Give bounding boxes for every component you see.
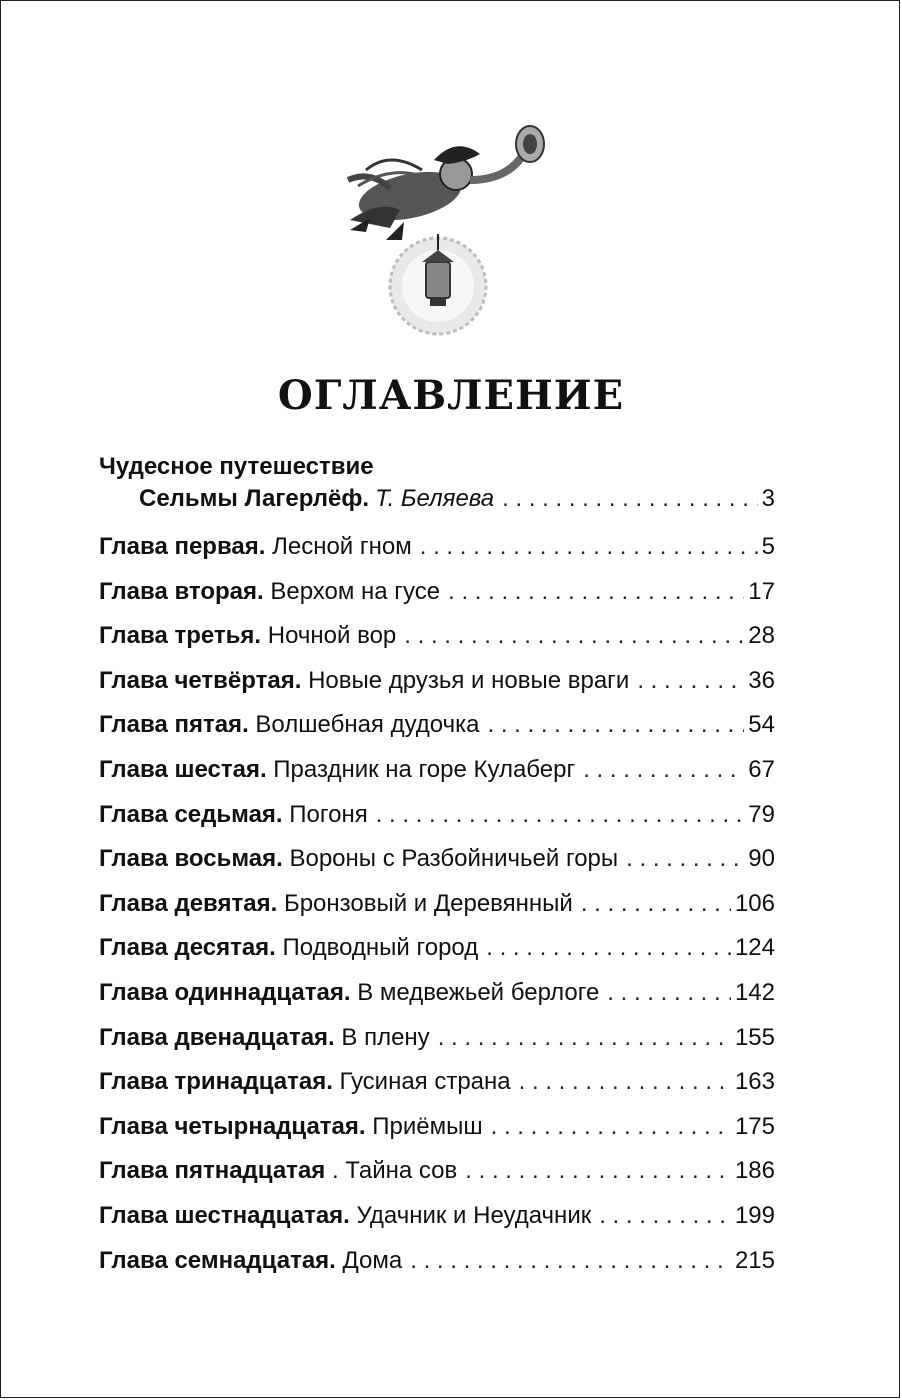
toc-label [99, 1156, 457, 1186]
toc-chapter-number: Глава третья. [99, 622, 262, 650]
leader-dots [376, 800, 745, 830]
toc-label [99, 1023, 430, 1053]
toc-chapter-title: Вороны с Разбойничьей горы [289, 845, 619, 873]
toc-chapter-number: Глава девятая. [99, 889, 278, 917]
toc-page-number: 142 [734, 978, 775, 1006]
toc-chapter-title: Погоня [289, 800, 368, 828]
toc-entry-chapter[interactable] [99, 532, 775, 577]
gnom-with-horn-and-lantern-illustration [330, 110, 570, 350]
toc-entry-intro[interactable] [99, 452, 775, 532]
toc-chapter-number: Глава восьмая. [99, 845, 283, 873]
toc-entry-chapter[interactable] [99, 755, 775, 800]
toc-chapter-number: Глава вторая. [99, 577, 264, 605]
toc-chapter-number: Глава пятнадцатая [99, 1157, 326, 1185]
toc-page-number: 54 [748, 711, 775, 739]
toc-entry-chapter[interactable] [99, 978, 775, 1023]
toc-page-number: 67 [748, 755, 775, 783]
toc-label [99, 933, 478, 963]
toc-chapter-title: Новые друзья и новые враги [308, 666, 630, 694]
toc-chapter-title: Лесной гном [272, 533, 412, 560]
toc-chapter-number: Глава седьмая. [99, 800, 283, 828]
toc-page-number: 199 [734, 1201, 775, 1229]
toc-chapter-number: Глава пятая. [99, 711, 249, 739]
toc-label [99, 1112, 483, 1142]
toc-label [99, 710, 480, 740]
toc-label [99, 755, 575, 785]
toc-entry-chapter[interactable] [99, 933, 775, 978]
toc-entry-chapter[interactable] [99, 710, 775, 755]
toc-label [99, 1067, 511, 1097]
toc-entry-chapter[interactable] [99, 1156, 775, 1201]
toc-chapter-title: Удачник и Неудачник [356, 1201, 592, 1229]
leader-dots [519, 1067, 731, 1097]
toc-chapter-title: . Тайна сов [331, 1157, 458, 1185]
toc-entry-chapter[interactable] [99, 844, 775, 889]
leader-dots [438, 1023, 731, 1053]
leader-dots [404, 621, 744, 651]
leader-dots [486, 933, 731, 963]
leader-dots [607, 978, 731, 1008]
page-title: ОГЛАВЛЕНИЕ [277, 372, 625, 419]
toc-label [99, 1246, 402, 1276]
toc-chapter-number: Глава четвёртая. [99, 666, 302, 694]
toc-chapter-title: В медвежьей берлоге [357, 978, 600, 1006]
leader-dots [491, 1112, 731, 1142]
toc-chapter-title: Ночной вор [267, 622, 397, 650]
toc-page-number: 3 [761, 485, 775, 512]
toc-page-number: 28 [748, 622, 775, 650]
toc-page-number: 90 [748, 845, 775, 873]
leader-dots [599, 1201, 731, 1231]
toc-chapter-number: Глава десятая. [99, 934, 276, 962]
toc-entry-chapter[interactable] [99, 1201, 775, 1246]
toc-intro-line1: Чудесное путешествие [99, 453, 374, 480]
leader-dots [448, 577, 744, 607]
leader-dots [502, 484, 757, 514]
toc-entry-chapter[interactable] [99, 1246, 775, 1291]
toc-label [99, 577, 440, 607]
toc-chapter-number: Глава шестнадцатая. [99, 1201, 350, 1229]
toc-chapter-title: Дома [342, 1246, 403, 1274]
leader-dots [420, 532, 758, 562]
toc-intro-author: Т. Беляева [375, 485, 495, 512]
table-of-contents [99, 452, 775, 1290]
toc-entry-chapter[interactable] [99, 1023, 775, 1068]
toc-label [99, 844, 618, 874]
toc-label [99, 889, 573, 919]
toc-entry-chapter[interactable] [99, 577, 775, 622]
toc-entry-chapter[interactable] [99, 889, 775, 934]
toc-chapter-title: Волшебная дудочка [255, 711, 480, 739]
toc-chapter-title: Подводный город [282, 934, 479, 962]
toc-page-number: 155 [734, 1023, 775, 1051]
toc-page-number: 175 [734, 1112, 775, 1140]
toc-label [99, 978, 599, 1008]
toc-page-number: 5 [761, 533, 775, 560]
toc-entry-chapter[interactable] [99, 666, 775, 711]
leader-dots [583, 755, 744, 785]
toc-chapter-title: Праздник на горе Кулаберг [273, 755, 576, 783]
toc-label [99, 1201, 591, 1231]
toc-chapter-number: Глава первая. [99, 533, 266, 560]
toc-chapter-number: Глава семнадцатая. [99, 1246, 336, 1274]
toc-chapter-number: Глава четырнадцатая. [99, 1112, 366, 1140]
toc-label [99, 532, 412, 562]
toc-intro-title: Сельмы Лагерлёф. [139, 485, 370, 512]
toc-chapter-number: Глава тринадцатая. [99, 1068, 333, 1096]
toc-chapter-number: Глава одиннадцатая. [99, 978, 351, 1006]
leader-dots [626, 844, 744, 874]
toc-page-number: 36 [748, 666, 775, 694]
toc-page-number: 186 [734, 1157, 775, 1185]
toc-label [99, 800, 368, 830]
toc-chapter-number: Глава шестая. [99, 755, 267, 783]
toc-page-number: 215 [734, 1246, 775, 1274]
toc-chapter-title: Бронзовый и Деревянный [283, 889, 573, 917]
toc-chapter-title: Приёмыш [372, 1112, 483, 1140]
toc-page-number: 17 [748, 577, 775, 605]
toc-label [99, 666, 629, 696]
toc-entry-chapter[interactable] [99, 1067, 775, 1112]
toc-chapter-title: Верхом на гусе [270, 577, 441, 605]
toc-entry-chapter[interactable] [99, 800, 775, 845]
leader-dots [637, 666, 744, 696]
toc-label [99, 621, 396, 651]
toc-page-number: 163 [734, 1068, 775, 1096]
toc-chapter-title: В плену [341, 1023, 430, 1051]
leader-dots [410, 1246, 731, 1276]
toc-page-number: 124 [734, 934, 775, 962]
toc-chapter-number: Глава двенадцатая. [99, 1023, 335, 1051]
toc-page-number: 106 [734, 889, 775, 917]
toc-chapter-title: Гусиная страна [339, 1068, 511, 1096]
leader-dots [581, 889, 731, 919]
leader-dots [465, 1156, 731, 1186]
leader-dots [488, 710, 745, 740]
toc-entry-chapter[interactable] [99, 621, 775, 666]
toc-page-number: 79 [748, 800, 775, 828]
toc-entry-chapter[interactable] [99, 1112, 775, 1157]
